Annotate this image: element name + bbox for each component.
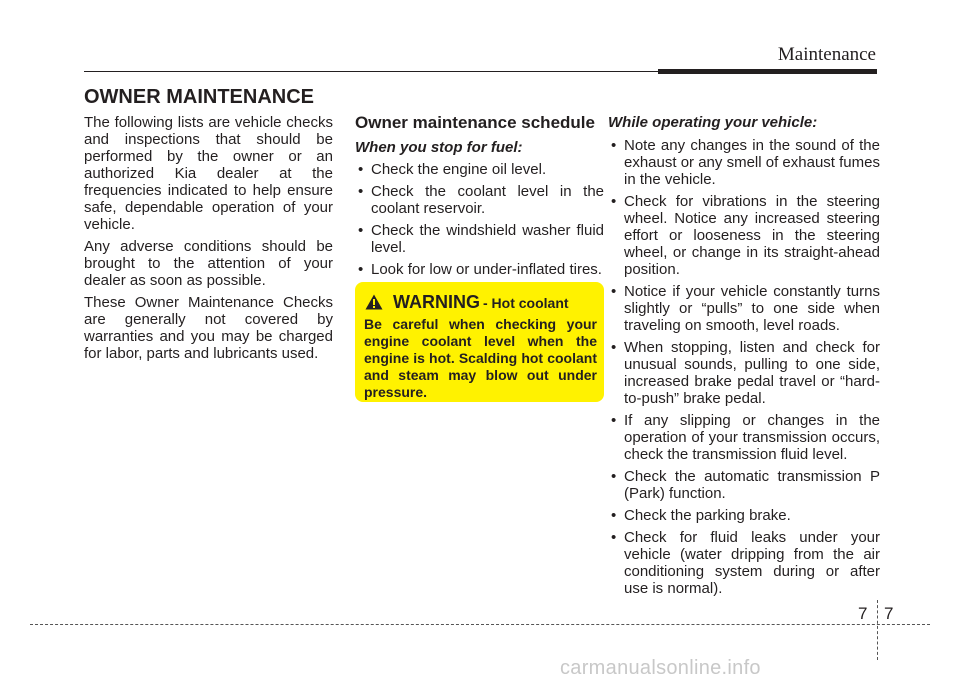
intro-paragraph: These Owner Maintenance Checks are generally not covered by warranties and you may be charged for labor, parts and lubricants used. bbox=[84, 294, 333, 362]
operating-heading: While operating your vehicle: bbox=[608, 114, 818, 131]
list-item: • If any slipping or changes in the operation of your transmission occurs, check the transmission fluid level. bbox=[608, 412, 880, 463]
fuel-heading: When you stop for fuel: bbox=[355, 139, 523, 156]
warning-word: WARNING bbox=[393, 291, 480, 312]
schedule-title: Owner maintenance schedule bbox=[355, 113, 595, 132]
chapter-number: 7 bbox=[858, 604, 868, 623]
header-rule-thick bbox=[658, 69, 877, 74]
header-title: Maintenance bbox=[777, 44, 876, 65]
section-title: OWNER MAINTENANCE bbox=[84, 86, 314, 108]
list-item: • Look for low or under-inflated tires. bbox=[355, 261, 604, 278]
warning-text: Be careful when checking your engine coolant level when the engine is hot. Scalding hot coolant and steam may blow out under pressure. bbox=[364, 316, 597, 400]
operating-checklist bbox=[608, 137, 880, 597]
list-item: • Check the windshield washer fluid level. bbox=[355, 222, 604, 256]
list-item: • Check the automatic transmission P (Park) function. bbox=[608, 468, 880, 502]
list-item: • Check the parking brake. bbox=[608, 507, 880, 524]
list-item: • Check for fluid leaks under your vehicle (water dripping from the air conditioning system during or after use is normal). bbox=[608, 529, 880, 597]
fuel-checklist bbox=[355, 161, 604, 278]
footer-rule bbox=[30, 624, 930, 625]
page-number: 7 bbox=[884, 604, 894, 623]
list-item: • Check for vibrations in the steering wheel. Notice any increased steering effort or looseness in the steering wheel, or change in its straight-ahead position. bbox=[608, 193, 880, 278]
footer-divider bbox=[877, 600, 878, 660]
list-item: • When stopping, listen and check for unusual sounds, pulling to one side, increased brake pedal travel or “hard-to-push” brake pedal. bbox=[608, 339, 880, 407]
warning-header bbox=[364, 290, 597, 314]
intro-paragraph: The following lists are vehicle checks and inspections that should be performed by the owner or an authorized Kia dealer at the frequencies indicated to help ensure safe, dependable operation of your vehicle. bbox=[84, 114, 333, 233]
list-item: • Note any changes in the sound of the exhaust or any smell of exhaust fumes in the vehicle. bbox=[608, 137, 880, 188]
list-item: • Check the coolant level in the coolant reservoir. bbox=[355, 183, 604, 217]
warning-triangle-icon bbox=[365, 294, 383, 310]
schedule-column bbox=[355, 114, 604, 283]
operating-column bbox=[608, 114, 880, 602]
header-rule-thin bbox=[84, 71, 660, 72]
intro-column bbox=[84, 114, 333, 367]
watermark: carmanualsonline.info bbox=[560, 657, 761, 679]
warning-box bbox=[355, 282, 604, 402]
warning-subtitle: - Hot coolant bbox=[483, 295, 569, 311]
list-item: • Notice if your vehicle constantly turns slightly or “pulls” to one side when traveling on smooth, level roads. bbox=[608, 283, 880, 334]
intro-paragraph: Any adverse conditions should be brought to the attention of your dealer as soon as possible. bbox=[84, 238, 333, 289]
list-item: • Check the engine oil level. bbox=[355, 161, 604, 178]
